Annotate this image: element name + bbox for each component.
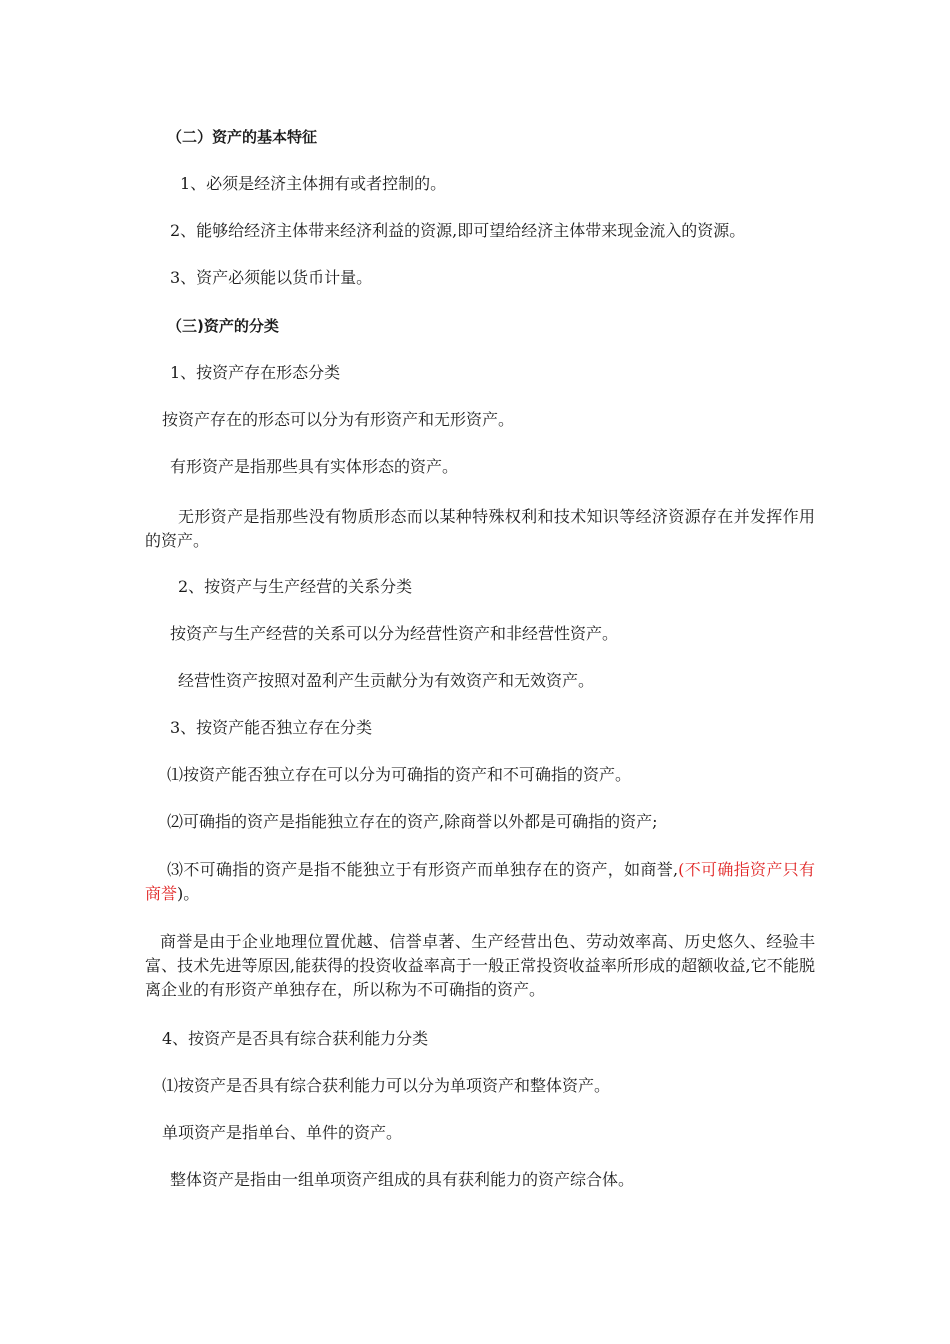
classification-4-item-1: ⑴按资产是否具有综合获利能力可以分为单项资产和整体资产。 xyxy=(162,1076,611,1095)
single-asset-definition: 单项资产是指单台、单件的资产。 xyxy=(162,1123,403,1142)
operating-asset-definition: 经营性资产按照对盈利产生贡献分为有效资产和无效资产。 xyxy=(178,671,595,690)
section-heading-classification: （三)资产的分类 xyxy=(167,317,279,335)
feature-item-1: 1、必须是经济主体拥有或者控制的。 xyxy=(180,174,447,193)
tangible-asset-definition: 有形资产是指那些具有实体形态的资产。 xyxy=(170,457,459,476)
classification-1-description: 按资产存在的形态可以分为有形资产和无形资产。 xyxy=(162,410,515,429)
classification-3-item-1: ⑴按资产能否独立存在可以分为可确指的资产和不可确指的资产。 xyxy=(167,765,632,784)
whole-asset-definition: 整体资产是指由一组单项资产组成的具有获利能力的资产综合体。 xyxy=(170,1170,635,1189)
classification-1-title: 1、按资产存在形态分类 xyxy=(170,363,341,382)
classification-3-title: 3、按资产能否独立存在分类 xyxy=(170,718,373,737)
classification-2-title: 2、按资产与生产经营的关系分类 xyxy=(178,577,413,596)
note-closing: )。 xyxy=(177,884,200,903)
classification-4-title: 4、按资产是否具有综合获利能力分类 xyxy=(162,1029,429,1048)
feature-item-2: 2、能够给经济主体带来经济利益的资源,即可望给经济主体带来现金流入的资源。 xyxy=(170,221,746,240)
feature-item-3: 3、资产必须能以货币计量。 xyxy=(170,268,373,287)
classification-3-item-2: ⑵可确指的资产是指能独立存在的资产,除商誉以外都是可确指的资产; xyxy=(167,812,658,831)
highlight-note: (不可确指资产只有商誉 xyxy=(145,860,815,903)
section-heading-basic-features: （二）资产的基本特征 xyxy=(167,128,318,146)
classification-3-item-3 xyxy=(145,858,815,906)
classification-2-description: 按资产与生产经营的关系可以分为经营性资产和非经营性资产。 xyxy=(170,624,619,643)
intangible-asset-definition: 无形资产是指那些没有物质形态而以某种特殊权利和技术知识等经济资源存在并发挥作用的资产。 xyxy=(145,507,815,550)
goodwill-paragraph: 商誉是由于企业地理位置优越、信誉卓著、生产经营出色、劳动效率高、历史悠久、经验丰富、技术先进等原因,能获得的投资收益率高于一般正常投资收益率所形成的超额收益,它不能脱离企业的有形资产单独存在，所以称为不可确指的资产。 xyxy=(145,932,815,999)
unidentifiable-asset-definition: ⑶不可确指的资产是指不能独立于有形资产而单独存在的资产，如商誉, xyxy=(167,860,679,879)
